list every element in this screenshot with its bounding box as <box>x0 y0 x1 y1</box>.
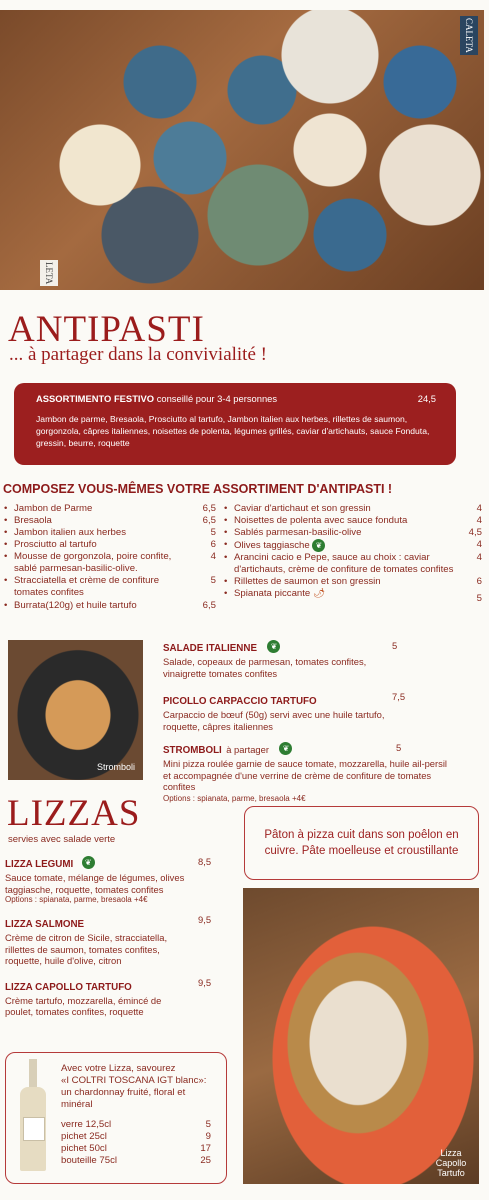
stromboli-caption: Stromboli <box>96 762 135 772</box>
list-item: verre 12,5cl 5 <box>61 1119 211 1130</box>
list-item: • Sablés parmesan-basilic-olive 4,5 <box>224 527 482 538</box>
assortimento-name: ASSORTIMENTO FESTIVO <box>36 393 155 404</box>
list-item: • Arancini cacio e Pepe, sauce au choix : caviar d'artichauts, crème de confiture de tomates confites 4 <box>224 552 482 576</box>
wine-name: «I COLTRI TOSCANA IGT blanc»: <box>61 1075 207 1086</box>
leaf-icon: ❦ <box>82 856 95 869</box>
stromboli-photo <box>8 640 143 780</box>
promo-text: Pâton à pizza cuit dans son poêlon en cuivre. Pâte moelleuse et croustillante <box>264 829 459 857</box>
dish-stromboli: STROMBOLI à partager ❦ 5 Mini pizza roulée garnie de sauce tomate, mozzarella, huile ail-persil et accompagnée d'une verrine de crème de confiture de tomates confites Options : spianata, parme, bresaola +4€ <box>163 742 447 803</box>
list-item: • Jambon italien aux herbes 5 <box>4 527 216 538</box>
list-item: • Bresaola 6,5 <box>4 515 216 526</box>
hero-sign: CALETA <box>460 16 478 55</box>
dish-salade: SALADE ITALIENNE ❦ 5 Salade, copeaux de parmesan, tomates confites, vinaigrette tomates confites <box>163 640 398 679</box>
lizza-salmone: LIZZA SALMONE 9,5 Crème de citron de Sicile, stracciatella, rillettes de saumon, tomates confites, roquette, huile d'olive, citron <box>5 914 212 966</box>
list-item: • Rillettes de saumon et son gressin 6 <box>224 576 482 588</box>
antipasti-subtitle: ... à partager dans la convivialité ! <box>9 344 267 365</box>
assortimento-description: Jambon de parme, Bresaola, Prosciutto al tartufo, Jambon italien aux herbes, rillettes de saumon, gorgonzola, câpres italiennes, noisettes de polenta, légumes grillés, caviar d'artichauts, sauce Fonduta, gressin, beurre, roquette <box>36 414 430 448</box>
lizzas-title: LIZZAS <box>7 793 141 834</box>
list-item: • Prosciutto al tartufo 6 <box>4 539 216 550</box>
leaf-icon: ❦ <box>267 640 280 653</box>
list-item: • Spianata piccante 🌶 5 <box>224 588 482 605</box>
leaf-icon: ❦ <box>312 539 325 552</box>
lizzas-subtitle: servies avec salade verte <box>8 834 116 845</box>
list-item: • Caviar d'artichaut et son gressin 4 <box>224 503 482 514</box>
chili-icon: 🌶 <box>312 588 326 600</box>
dish-carpaccio: PICOLLO CARPACCIO TARTUFO 7,5 Carpaccio de bœuf (50g) servi avec une huile tartufo, roquette, câpres italiennes <box>163 691 406 732</box>
list-item: pichet 25cl 9 <box>61 1131 211 1142</box>
antipasti-right-list <box>224 503 482 605</box>
assortimento-box <box>14 383 456 465</box>
wine-box <box>5 1052 227 1184</box>
wine-desc: un chardonnay fruité, floral et minéral <box>61 1087 186 1110</box>
wine-intro: Avec votre Lizza, savourez <box>61 1063 176 1074</box>
wine-price-list <box>61 1119 211 1167</box>
list-item: bouteille 75cl 25 <box>61 1155 211 1166</box>
list-item: pichet 50cl 17 <box>61 1143 211 1154</box>
antipasti-left-list <box>4 503 216 612</box>
hero-sign-2: LETA <box>40 260 58 286</box>
antipasti-title: ANTIPASTI <box>8 309 205 350</box>
hero-antipasti-photo <box>0 10 484 290</box>
leaf-icon: ❦ <box>279 742 292 755</box>
assortimento-price: 24,5 <box>417 393 436 404</box>
lizza-legumi: LIZZA LEGUMI ❦ 8,5 Sauce tomate, mélange de légumes, olives taggiasche, roquette, tomates confites Options : spianata, parme, bresaola +4€ <box>5 856 212 904</box>
compose-title: COMPOSEZ VOUS-MÊMES VOTRE ASSORTIMENT D'ANTIPASTI ! <box>3 482 393 496</box>
list-item: • Stracciatella et crème de confiture tomates confites 5 <box>4 575 216 598</box>
list-item: • Jambon de Parme 6,5 <box>4 503 216 514</box>
list-item: • Mousse de gorgonzola, poire confite, sablé parmesan-basilic-olive. 4 <box>4 551 216 574</box>
list-item: • Olives taggiasche ❦ 4 <box>224 539 482 552</box>
promo-box <box>244 806 479 880</box>
lizza-capollo: LIZZA CAPOLLO TARTUFO 9,5 Crème tartufo, mozzarella, émincé de poulet, tomates confites, roquette <box>5 976 212 1017</box>
list-item: • Noisettes de polenta avec sauce fonduta 4 <box>224 515 482 526</box>
middle-dishes <box>163 638 463 803</box>
wine-bottle-image <box>18 1059 48 1171</box>
list-item: • Burrata(120g) et huile tartufo 6,5 <box>4 600 216 611</box>
lizza-photo <box>243 888 479 1184</box>
lizza-photo-caption: Lizza Capollo Tartufo <box>435 1148 467 1178</box>
lizzas-list <box>5 854 215 1018</box>
assortimento-note: conseillé pour 3-4 personnes <box>156 393 278 404</box>
